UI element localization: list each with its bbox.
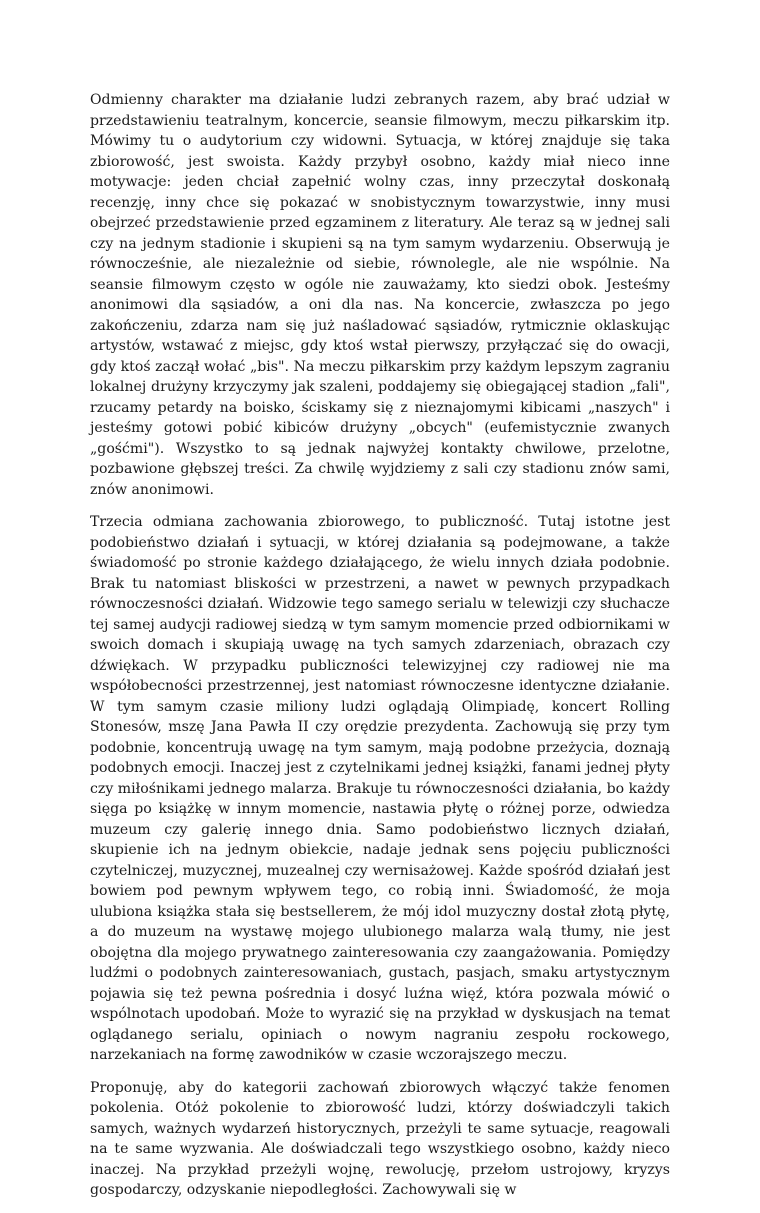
paragraph-generation: Proponuję, aby do kategorii zachowań zbiorowych włączyć także fenomen pokolenia. Otóż pokolenie to zbiorowość ludzi, którzy doświadczyli takich samych, ważnych wydarzeń historycznych, przeżyli te same sytuacje, reagowali na te same wyzwania. Ale doświadczali tego wszystkiego osobno, każdy nieco inaczej. Na przykład przeżyli wojnę, rewolucję, przełom ustrojowy, kryzys gospodarczy, odzyskanie niepodległości. Zachowywali się w [90,1079,670,1198]
paragraph-audience: Odmienny charakter ma działanie ludzi zebranych razem, aby brać udział w przedstawieniu teatralnym, koncercie, seansie filmowym, meczu piłkarskim itp. Mówimy tu o audytorium czy widowni. Sytuacja, w której znajduje się taka zbiorowość, jest swoista. Każdy przybył osobno, każdy miał nieco inne motywacje: jeden chciał zapełnić wolny czas, inny przeczytał doskonałą recenzję, inny chce się pokazać w snobistycznym towarzystwie, inny musi obejrzeć przedstawienie przed egzaminem z literatury. Ale teraz są w jednej sali czy na jednym stadionie i skupieni są na tym samym wydarzeniu. Obserwują je równocześnie, ale niezależnie od siebie, równolegle, ale nie wspólnie. Na seansie filmowym często w ogóle nie zauważamy, kto siedzi obok. Jesteśmy anonimowi dla sąsiadów, a oni dla nas. Na koncercie, zwłaszcza po jego zakończeniu, zdarza nam się już naśladować sąsiadów, rytmicznie oklaskując artystów, wstawać z miejsc, gdy ktoś wstał pierwszy, przyłączać się do owacji, gdy ktoś zaczął wołać „bis". Na meczu piłkarskim przy każdym lepszym zagraniu lokalnej drużyny krzyczymy jak szaleni, poddajemy się obiegającej stadion „fali", rzucamy petardy na boisko, ściskamy się z nieznajomymi kibicami „naszych" i jesteśmy gotowi pobić kibiców drużyny „obcych" (eufemistycznie zwanych „gośćmi"). Wszystko to są jednak najwyżej kontakty chwilowe, przelotne, pozbawione głębszej treści. Za chwilę wyjdziemy z sali czy stadionu znów sami, znów anonimowi. [90,92,670,498]
paragraph-public: Trzecia odmiana zachowania zbiorowego, to publiczność. Tutaj istotne jest podobieństwo działań i sytuacji, w której działania są podejmowane, a także świadomość po stronie każdego działającego, że wielu innych działa podobnie. Brak tu natomiast bliskości w przestrzeni, a nawet w pewnych przypadkach równoczesności działań. Widzowie tego samego serialu w telewizji czy słuchacze tej samej audycji radiowej siedzą w tym samym momencie przed odbiornikami w swoich domach i skupiają uwagę na tych samych zdarzeniach, obrazach czy dźwiękach. W przypadku publiczności telewizyjnej czy radiowej nie ma współobecności przestrzennej, jest natomiast równoczesne identyczne działanie. W tym samym czasie miliony ludzi oglądają Olimpiadę, koncert Rolling Stonesów, mszę Jana Pawła II czy orędzie prezydenta. Zachowują się przy tym podobnie, koncentrują uwagę na tym samym, mają podobne przeżycia, doznają podobnych emocji. Inaczej jest z czytelnikami jednej książki, fanami jednej płyty czy miłośnikami jednego malarza. Brakuje tu równoczesności działania, bo każdy sięga po książkę w innym momencie, nastawia płytę o różnej porze, odwiedza muzeum czy galerię innego dnia. Samo podobieństwo licznych działań, skupienie ich na jednym obiekcie, nadaje jednak sens pojęciu publiczności czytelniczej, muzycznej, muzealnej czy wernisażowej. Każde spośród działań jest bowiem pod pewnym wpływem tego, co robią inni. Świadomość, że moja ulubiona książka stała się bestsellerem, że mój idol muzyczny dostał złotą płytę, a do muzeum na wystawę mojego ulubionego malarza walą tłumy, nie jest obojętna dla mojego prywatnego zainteresowania czy zaangażowania. Pomiędzy ludźmi o podobnych zainteresowaniach, gustach, pasjach, smaku artystycznym pojawia się też pewna pośrednia i dosyć luźna więź, która pozwala mówić o wspólnotach upodobań. Może to wyrazić się na przykład w dyskusjach na temat oglądanego serialu, opiniach o nowym nagraniu zespołu rockowego, narzekaniach na formę zawodników w czasie wczorajszego meczu. [90,514,670,1063]
document-page [90,90,670,1213]
